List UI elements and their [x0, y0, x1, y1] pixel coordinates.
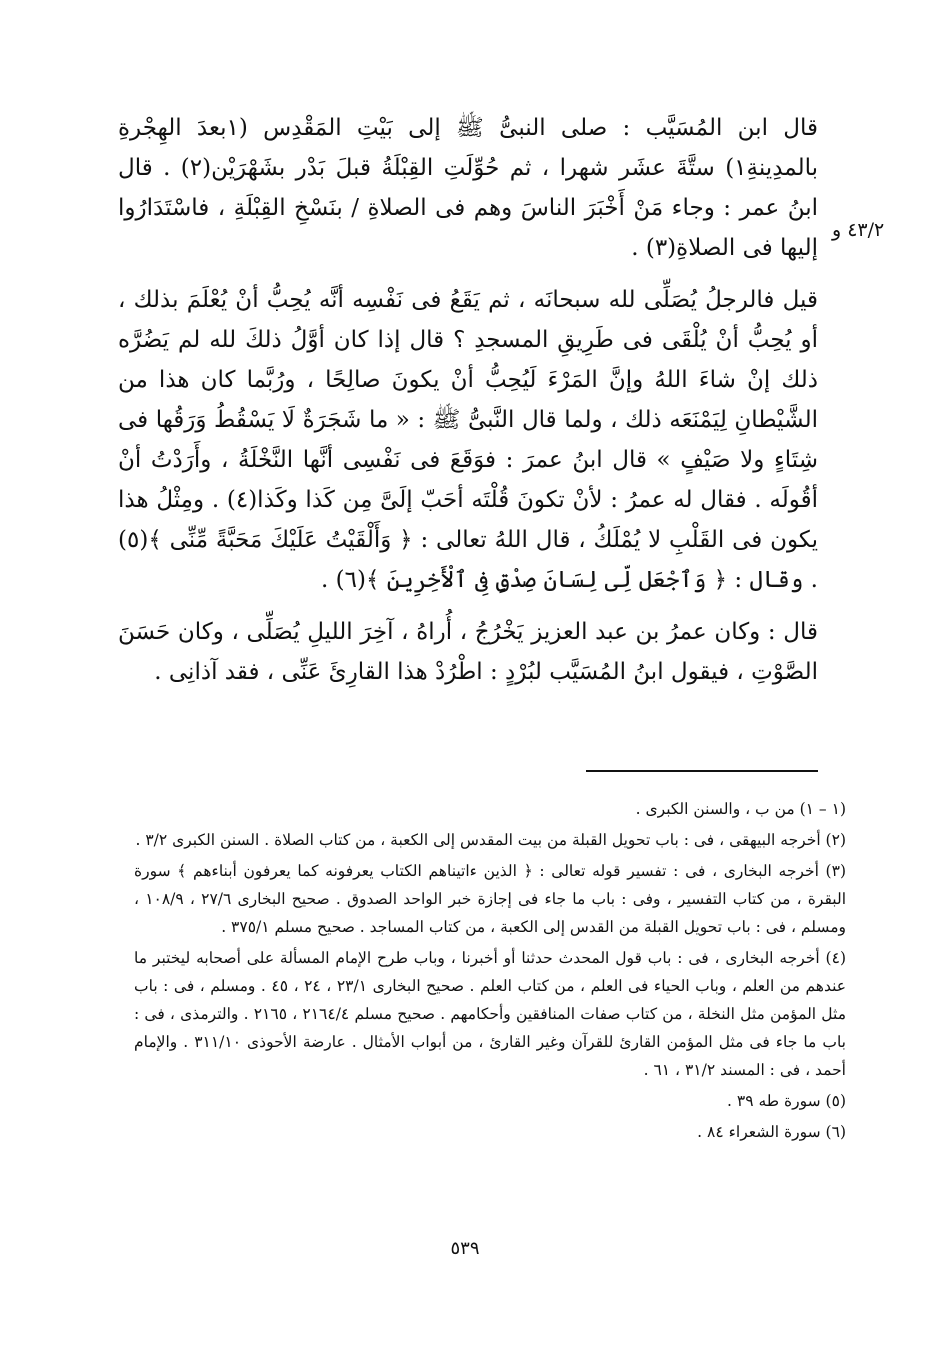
margin-folio-reference: ٤٣/٢ و: [832, 219, 885, 241]
footnote-separator: [586, 770, 818, 772]
page-number: ٥٣٩: [450, 1238, 480, 1259]
footnote-3: (٣) أخرجه البخارى ، فى : تفسير قوله تعالى : ﴿ الذين ءاتيناهم الكتاب يعرفونه كما يعرفون أبناءهم ﴾ سورة البقرة ، من كتاب التفسير ، وفى : باب ما جاء فى إجازة خبر الواحد الصدوق . صحيح البخارى ٢٧/٦ ، ١٠٨/٩ ، ومسلم ، فى : باب تحويل القبلة من القدس إلى الكعبة ، من كتاب المساجد . صحيح مسلم ٣٧٥/١ .: [134, 862, 847, 936]
footnote-6: (٦) سورة الشعراء ٨٤ .: [697, 1123, 846, 1141]
footnote-2: (٢) أخرجه البيهقى ، فى : باب تحويل القبلة من بيت المقدس إلى الكعبة ، من كتاب الصلاة . السنن الكبرى ٣/٢ .: [135, 831, 846, 849]
main-text: [118, 108, 818, 704]
footnote-4: (٤) أخرجه البخارى ، فى : باب قول المحدث حدثنا أو أخبرنا ، وباب طرح الإمام المسألة على أصحابه ليختبر ما عندهم من العلم ، وباب الحياء فى العلم ، من كتاب العلم . صحيح البخارى ٢٣/١ ، ٢٤ ، ٤٥ . ومسلم ، فى : باب مثل المؤمن مثل النخلة ، من كتاب صفات المنافقين وأحكامهم . صحيح مسلم ٢١٦٤/٤ ، ٢١٦٥ . والترمذى ، فى : باب ما جاء فى مثل المؤمن القارئ للقرآن وغير القارئ ، من أبواب الأمثال . عارضة الأحوذى ٣١١/١٠ . والإمام أحمد ، فى : المسند ٣١/٢ ، ٦١ .: [134, 949, 847, 1079]
footnote-1: (١ – ١) من ب ، والسنن الكبرى .: [635, 800, 846, 818]
footnotes: [134, 795, 846, 1149]
paragraph-2: قيل فالرجلُ يُصَلِّى لله سبحانَه ، ثم يَقَعُ فى نَفْسِه أنَّه يُحِبُّ أنْ يُعْلَمَ بذلك ، أو يُحِبُّ أنْ يُلْقَى فى طَرِيقِ المسجدِ ؟ قال إذا كان أوَّلُ ذلكَ لله لم يَضُرَّه ذلك إنْ شاءَ اللهُ وإنَّ المَرْءَ لَيُحِبُّ أنْ يكونَ صالِحًا ، ورُبَّما كان هذا من الشَّيْطانِ لِيَمْنَعَه ذلك ، ولما قال النَّبىُّ ﷺ : « ما شَجَرَةٌ لَا يَسْقُطُ وَرَقُها فى شِتَاءٍ ولا صَيْفٍ » قال ابنُ عمرَ : فوَقَعَ فى نَفْسِى أنَّها النَّخْلَةُ ، وأَرَدْتُ أنْ أقُولَه . فقال له عمرُ : لأنْ تكونَ قُلْتَه أحَبّ إلَىَّ مِن كَذا وكَذا(٤) . ومِثْلُ هذا يكون فى القَلْبِ لا يُمْلَكُ ، قال اللهُ تعالى : ﴿ وَأَلْقَيْتُ عَلَيْكَ مَحَبَّةً مِّنِّى ﴾(٥) . وقال : ﴿ وَٱجْعَل لِّى لِسَانَ صِدْقٍ فِى ٱلْأَخِرِينَ ﴾(٦) .: [118, 287, 818, 593]
paragraph-3: قال : وكان عمرُ بن عبد العزيز يَخْرُجُ ، أُراهُ ، آخِرَ الليلِ يُصَلِّى ، وكان حَسَنَ الصَّوْتِ ، فيقول ابنُ المُسَيَّب لبُرْدٍ : اطْرُدْ هذا القارِئَ عَنِّى ، فقد آذانِى .: [118, 619, 818, 685]
paragraph-1: قال ابن المُسَيَّب : صلى النبىُّ ﷺ إلى بَيْتِ المَقْدِس (١بعدَ الهِجْرةِ بالمدِينةِ١) ستَّةَ عشَر شهرا ، ثم حُوِّلَتِ القِبْلَةُ قبلَ بَدْر بشَهْرَيْن(٢) . قال ابنُ عمر : وجاء مَنْ أَخْبَرَ الناسَ وهم فى الصلاةِ / بنَسْخِ القِبْلَةِ ، فاسْتَدَارُوا إليها فى الصلاةِ(٣) .: [118, 115, 819, 261]
footnote-5: (٥) سورة طه ٣٩ .: [727, 1092, 846, 1110]
